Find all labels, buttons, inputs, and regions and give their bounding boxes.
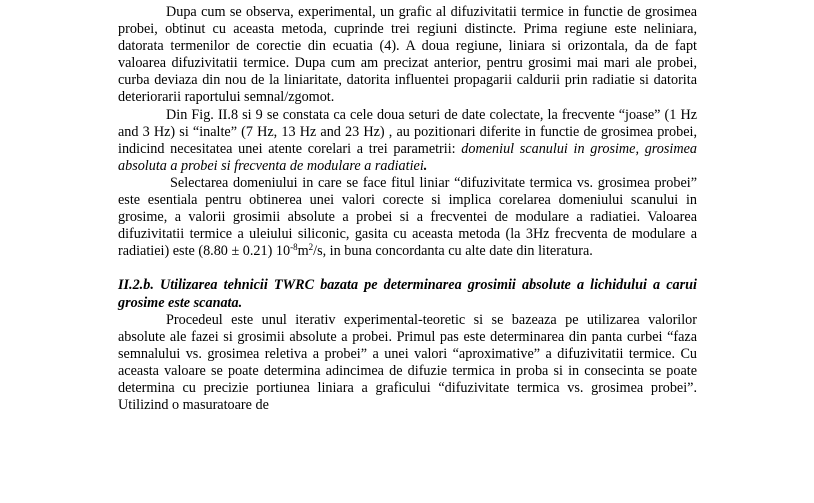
paragraph-frequency-sets-end: .: [423, 157, 428, 174]
paragraph-regions-description: Dupa cum se observa, experimental, un grafic al difuzivitatii termice in functie de grosimea probei, obtinut cu aceasta metoda, cuprinde trei regiuni distincte. Prima regiune este neliniara, datorata termenilor de corectie din ecuatia (4). A doua regiune, liniara si orizontala, da de fapt valoarea difuzivitatii termice. Dupa cum am precizat anterior, pentru grosimi mai mari ale probei, curba deviaza din nou de la liniaritate, datorita influentei propagarii caldurii prin radiatie si datorita deteriorarii raportului semnal/zgomot.: [118, 4, 697, 106]
paragraph-linear-fit-selection: [118, 175, 697, 260]
section-heading: II.2.b. Utilizarea tehnicii TWRC bazata pe determinarea grosimii absolute a lichidului a carui grosime este scanata.: [118, 277, 697, 311]
paragraph-linear-fit-end: /s, in buna concordanta cu alte date din literatura.: [313, 243, 593, 260]
paragraph-frequency-sets: [118, 107, 697, 175]
paragraph-linear-fit-text: Selectarea domeniului in care se face fitul liniar “difuzivitate termica vs. grosimea probei” este esentiala pentru obtinerea unei valori corecte si implica corelarea domeniului scanului in grosime, a valorii grosimii absolute a probei si a frecventei de modulare a radiatiei. Valoarea difuzivitatii termice a uleiului siliconic, gasita cu aceasta metoda (la 3Hz frecventa de modulare a radiatiei) este (8.80 ± 0.21) 10: [118, 174, 697, 260]
exponent-two: 2: [308, 242, 314, 253]
paragraph-iterative-procedure: Procedeul este unul iterativ experimental-teoretic si se bazeaza pe utilizarea valorilor absolute ale fazei si grosimii absolute a probei. Primul pas este determinarea din panta curbei “faza semnalului vs. grosimea reletiva a probei” a unei valori “aproximative” a difuzivitatii termice. Cu aceasta valoare se poate determina adincimea de difuzie termica in proba si in consecinta se poate determina cu precizie portiunea liniara a graficului “difuzivitate termica vs. grosimea probei”. Utilizind o masuratoare de: [118, 311, 697, 414]
three-parameters-italic: domeniul scanului in grosime, grosimea absoluta a probei si frecventa de modulare a radiatiei: [118, 140, 697, 174]
unit-meter: m: [297, 243, 309, 260]
document-page: [118, 4, 697, 414]
exponent-minus-eight: -8: [290, 242, 298, 253]
paragraph-frequency-sets-text: Din Fig. II.8 si 9 se constata ca cele doua seturi de date colectate, la frecvente “joase” (1 Hz and 3 Hz) si “inalte” (7 Hz, 13 Hz and 23 Hz) , au pozitionari diferite in functie de grosimea probei, indicind necesitatea unei atente corelari a trei parametrii:: [118, 106, 697, 157]
section-gap: [118, 260, 697, 277]
